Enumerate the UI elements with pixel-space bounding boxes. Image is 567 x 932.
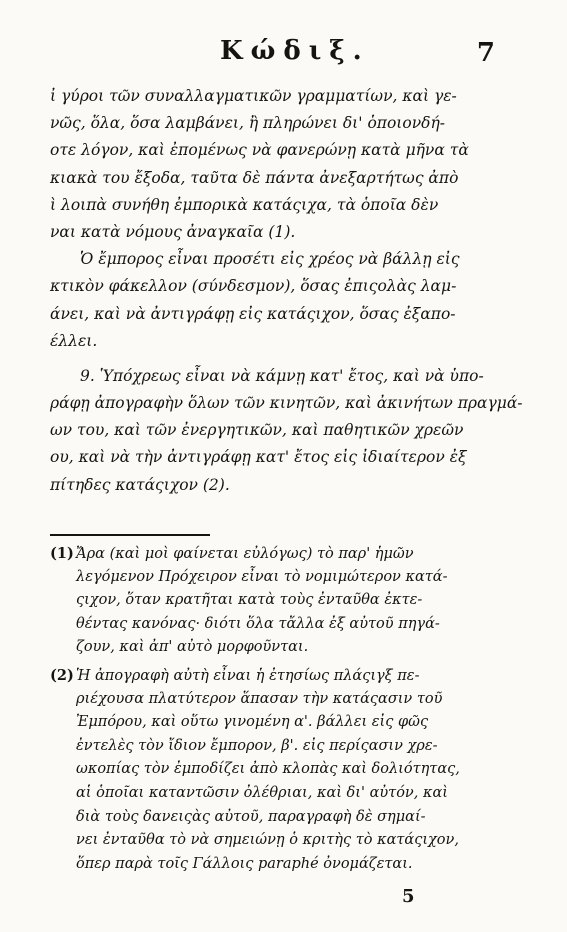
footnote-marker: (2) <box>50 666 74 684</box>
text-line: Ὁ ἔμπορος εἶναι προσέτι εἰς χρέος νὰ βάλλῃ εἰς <box>80 250 460 269</box>
footnotes <box>50 542 516 876</box>
footnote-line <box>50 542 516 566</box>
text-line: ἰ γύροι τῶν συναλλαγματικῶν γραμματίων, καὶ γε- <box>50 87 457 105</box>
footnote-line: νει ἐνταῦθα τὸ νὰ σημειώνῃ ὁ κριτὴς τὸ κατάςιχον, <box>76 832 459 849</box>
text-line: ράφῃ ἀπογραφὴν ὅλων τῶν κινητῶν, καὶ ἀκινήτων πραγμά- <box>50 394 523 413</box>
text-line: ὶ λοιπὰ συνήθη ἐμπορικὰ κατάςιχα, τὰ ὁποῖα δὲν <box>50 195 439 214</box>
text-line: κτικὸν φάκελλον (σύνδεσμον), ὅσας ἐπιςολὰς λαμ- <box>50 277 457 296</box>
text-line: κιακὰ του ἔξοδα, ταῦτα δὲ πάντα ἀνεξαρτήτως ἀπὸ <box>50 168 459 187</box>
text-line: πίτηδες κατάςιχον (2). <box>50 475 230 494</box>
page-header <box>0 36 567 72</box>
page-number: 7 <box>476 38 495 68</box>
footnote-line: Ἐμπόρου, καὶ οὕτω γινομένη α'. βάλλει εἰς φῶς <box>76 714 429 731</box>
running-title: Κώδιξ. <box>220 36 370 66</box>
footnote-line: ριέχουσα πλατύτερον ἅπασαν τὴν κατάςασιν τοῦ <box>76 690 443 707</box>
text-line: ναι κατὰ νόμους ἀναγκαῖα (1). <box>50 222 296 241</box>
text-line: ων του, καὶ τῶν ἐνεργητικῶν, καὶ παθητικῶν χρεῶν <box>50 421 464 440</box>
text-line: οτε λόγον, καὶ ἐπομένως νὰ φανερώνῃ κατὰ μῆνα τὰ <box>50 141 469 160</box>
footnote-text: Ἡ ἀπογραφὴ αὐτὴ εἶναι ἡ ἐτησίως πλάςιγξ πε- <box>76 667 420 684</box>
text-line: 9. Ὑπόχρεως εἶναι νὰ κάμνῃ κατ' ἔτος, καὶ νὰ ὑπο- <box>80 366 484 385</box>
main-text <box>50 83 523 499</box>
footnote-line: θέντας κανόνας· διότι ὅλα τἄλλα ἐξ αὐτοῦ πηγά- <box>76 615 440 632</box>
text-line: έλλει. <box>50 331 98 350</box>
text-line: ου, καὶ νὰ τὴν ἀντιγράφῃ κατ' ἔτος εἰς ἰδιαίτερον ἐξ <box>50 448 467 467</box>
paragraph-gap <box>50 355 510 363</box>
footnote-line: ζουν, καὶ ἀπ' αὐτὸ μορφοῦνται. <box>76 639 309 656</box>
footnote-line: αἱ ὁποῖαι καταντῶσιν ὀλέθριαι, καὶ δι' αὐτόν, καὶ <box>76 784 448 801</box>
footnote-line: ωκοπίας τὸν ἐμποδίζει ἀπὸ κλοπὰς καὶ δολιότητας, <box>76 761 460 778</box>
signature-mark: 5 <box>402 886 415 907</box>
footnote-line: ἐντελὲς τὸν ἴδιον ἔμπορον, β'. εἰς περίςασιν χρε- <box>76 737 438 754</box>
footnote-line: διὰ τοὺς δανειςὰς αὐτοῦ, παραγραφὴ δὲ σημαί- <box>76 808 426 825</box>
text-line: νῶς, ὅλα, ὅσα λαμβάνει, ἢ πληρώνει δι' ὁποιονδή- <box>50 114 445 133</box>
text-line: άνει, καὶ νὰ ἀντιγράφῃ εἰς κατάςιχον, ὅσας ἐξαπο- <box>50 304 456 323</box>
footnote-divider <box>50 534 210 536</box>
footnote-marker: (1) <box>50 545 74 562</box>
footnote-line <box>50 664 516 688</box>
footnote-line: ςιχον, ὅταν κρατῆται κατὰ τοὺς ἐνταῦθα ἐκτε- <box>76 592 423 609</box>
footnote-line: ὅπερ παρὰ τοῖς Γάλλοις paraphé ὀνομάζεται. <box>76 855 413 872</box>
footnote-text: Ἄρα (καὶ μοὶ φαίνεται εὐλόγως) τὸ παρ' ἡμῶν <box>76 546 414 562</box>
footnote-line: λεγόμενον Πρόχειρον εἶναι τὸ νομιμώτερον κατά- <box>76 568 448 585</box>
